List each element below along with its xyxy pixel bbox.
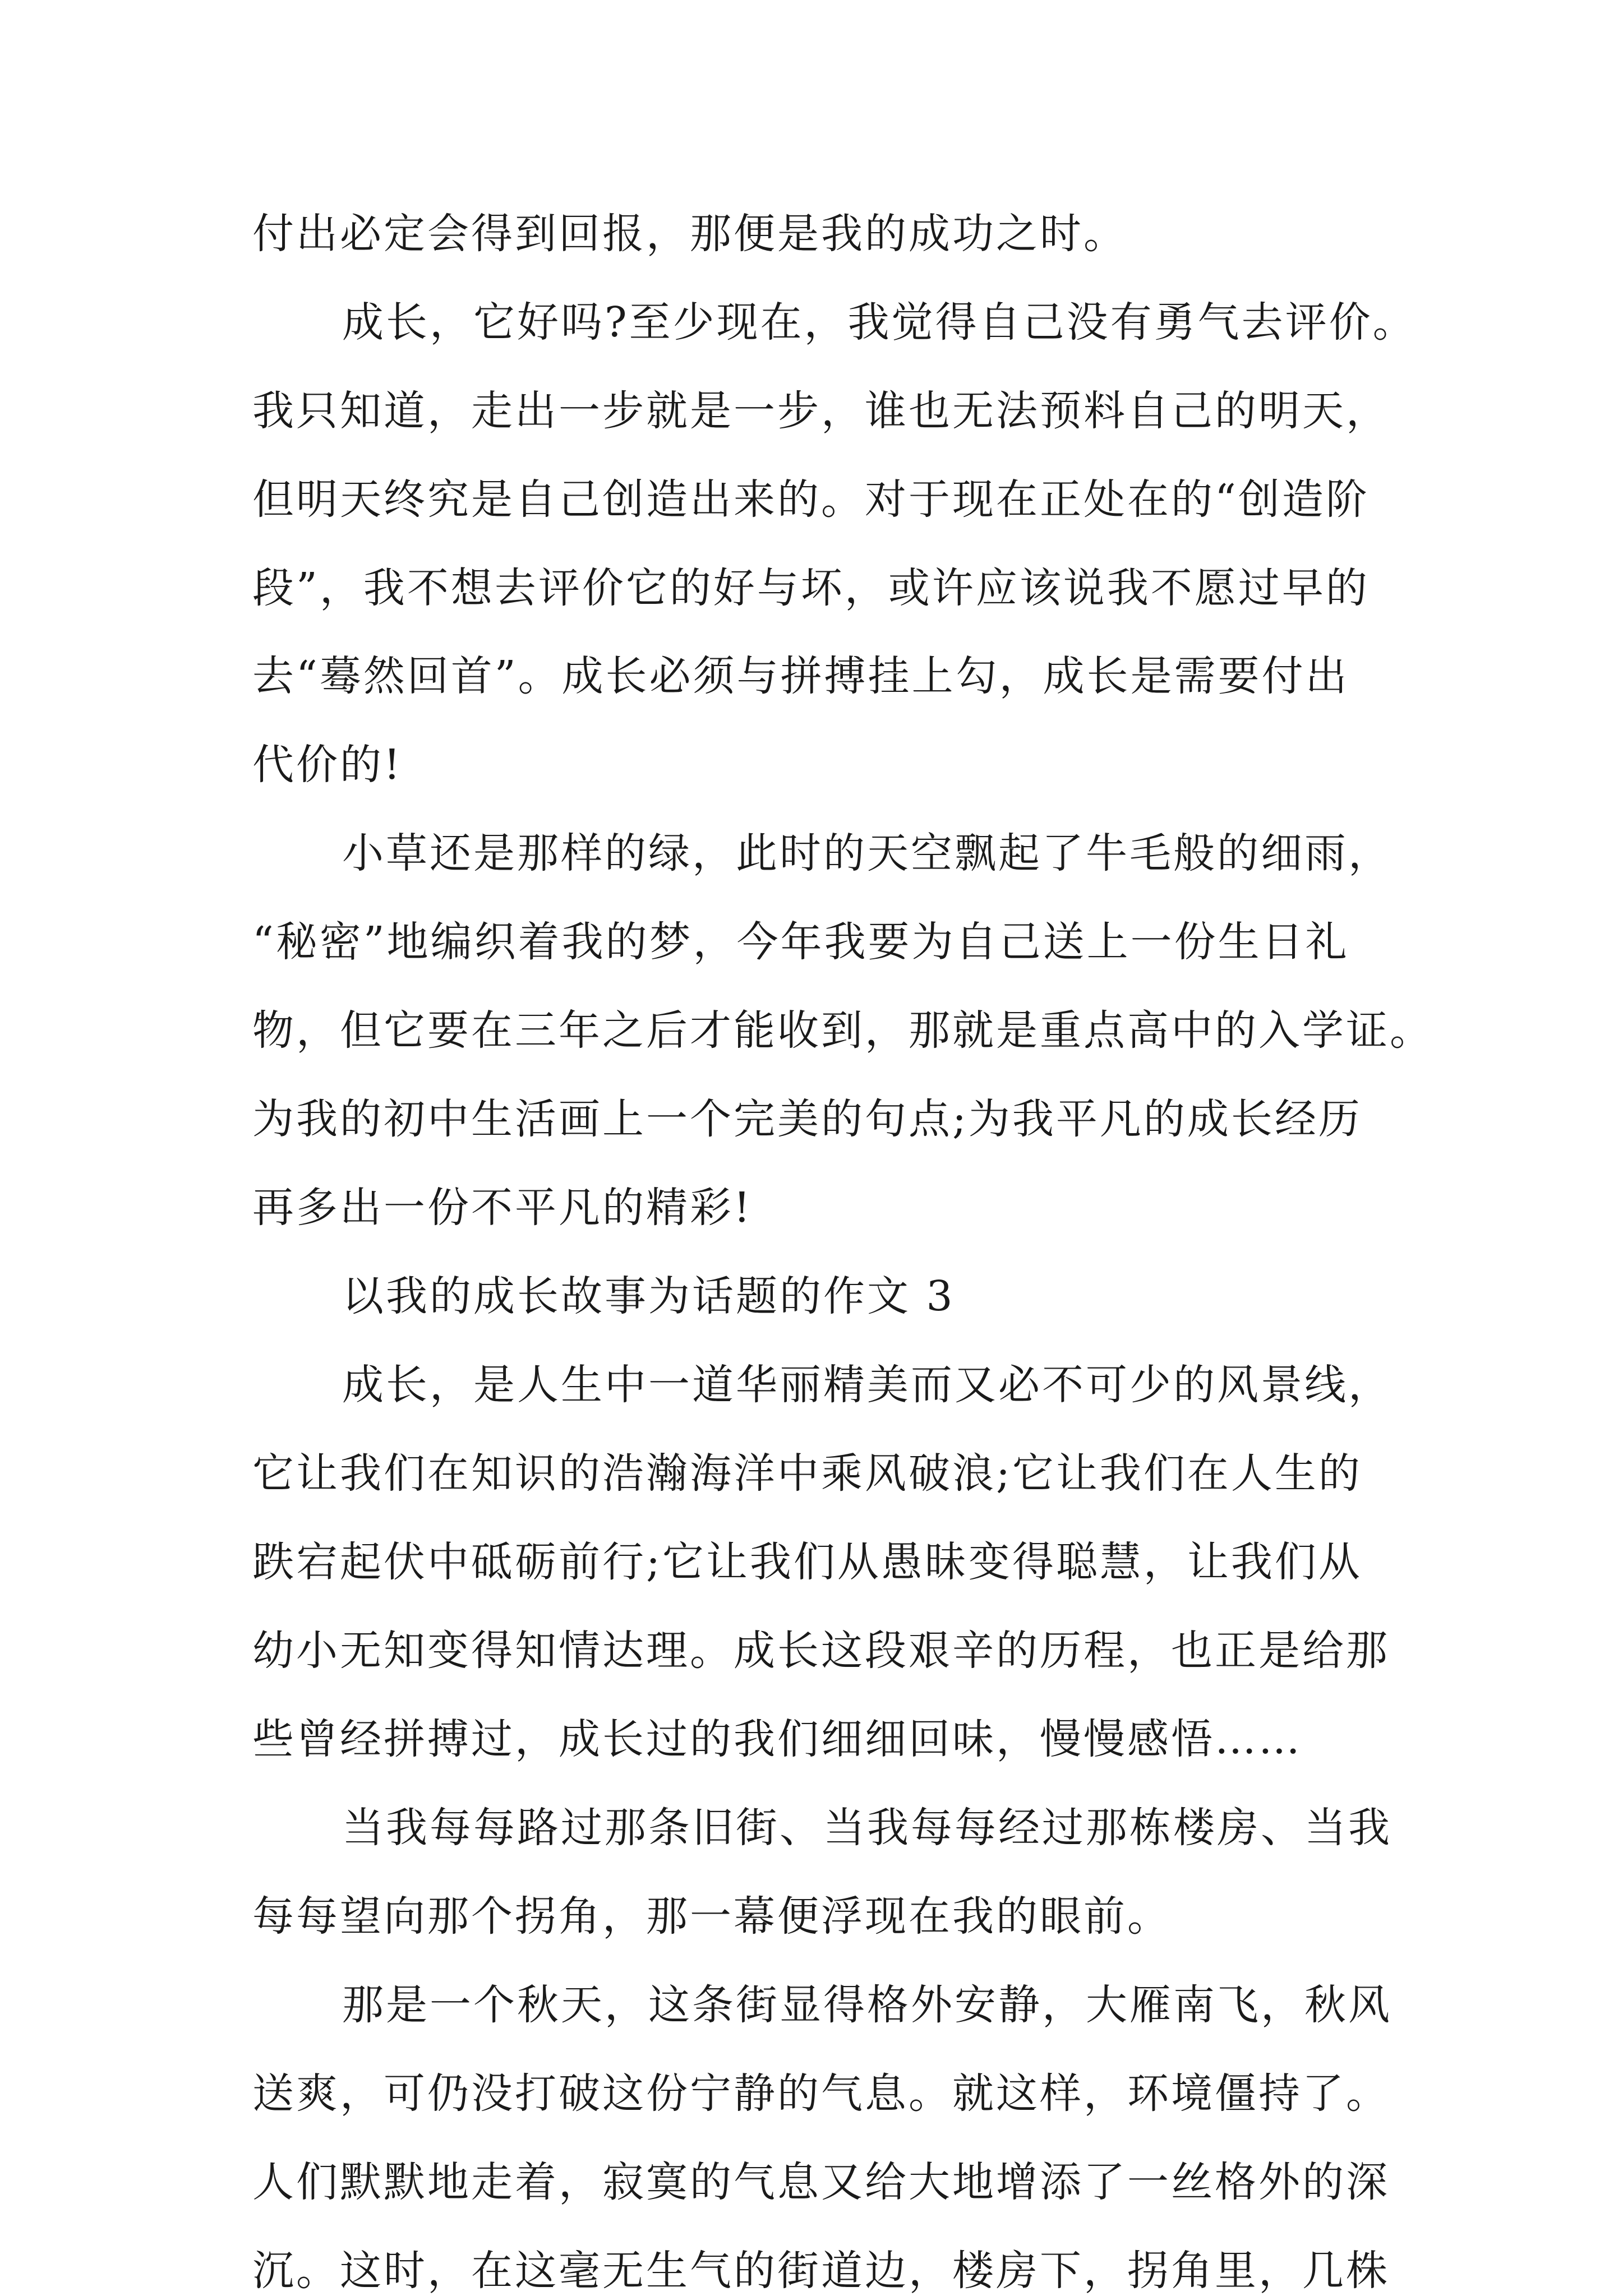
section-heading: 以我的成长故事为话题的作文 3	[342, 1272, 955, 1320]
text-line: 成长，是人生中一道华丽精美而又必不可少的风景线，	[342, 1361, 1392, 1409]
text-line: 沉。这时，在这毫无生气的街道边，楼房下，拐角里，几株	[252, 2247, 1390, 2295]
text-line: 些曾经拼搏过，成长过的我们细细回味，慢慢感悟……	[252, 1715, 1302, 1763]
text-line: 那是一个秋天，这条街显得格外安静，大雁南飞，秋风	[342, 1981, 1392, 2029]
text-line: 去“蓦然回首”。成长必须与拼搏挂上勾，成长是需要付出	[252, 652, 1349, 700]
text-line: 我只知道，走出一步就是一步，谁也无法预料自己的明天，	[252, 387, 1390, 435]
text-line: “秘密”地编织着我的梦，今年我要为自己送上一份生日礼	[252, 918, 1349, 966]
text-line: 成长，它好吗?至少现在，我觉得自己没有勇气去评价。	[342, 298, 1417, 347]
text-line: 付出必定会得到回报，那便是我的成功之时。	[252, 210, 1127, 258]
text-line: 幼小无知变得知情达理。成长这段艰辛的历程，也正是给那	[252, 1627, 1390, 1675]
text-line: 为我的初中生活画上一个完美的句点;为我平凡的成长经历	[252, 1095, 1362, 1143]
text-line: 它让我们在知识的浩瀚海洋中乘风破浪;它让我们在人生的	[252, 1449, 1362, 1498]
text-line: 每每望向那个拐角，那一幕便浮现在我的眼前。	[252, 1892, 1171, 1941]
text-line: 代价的!	[252, 741, 403, 789]
text-line: 物，但它要在三年之后才能收到，那就是重点高中的入学证。	[252, 1006, 1433, 1055]
text-line: 段”，我不想去评价它的好与坏，或许应该说我不愿过早的	[252, 564, 1370, 612]
text-line: 小草还是那样的绿，此时的天空飘起了牛毛般的细雨，	[342, 829, 1392, 877]
text-line: 当我每每路过那条旧街、当我每每经过那栋楼房、当我	[342, 1804, 1392, 1852]
text-line: 人们默默地走着，寂寞的气息又给大地增添了一丝格外的深	[252, 2158, 1390, 2206]
text-line: 送爽，可仍没打破这份宁静的气息。就这样，环境僵持了。	[252, 2069, 1390, 2118]
text-line: 但明天终究是自己创造出来的。对于现在正处在的“创造阶	[252, 475, 1370, 524]
text-line: 跌宕起伏中砥砺前行;它让我们从愚昧变得聪慧，让我们从	[252, 1538, 1362, 1586]
text-line: 再多出一份不平凡的精彩!	[252, 1184, 753, 1232]
